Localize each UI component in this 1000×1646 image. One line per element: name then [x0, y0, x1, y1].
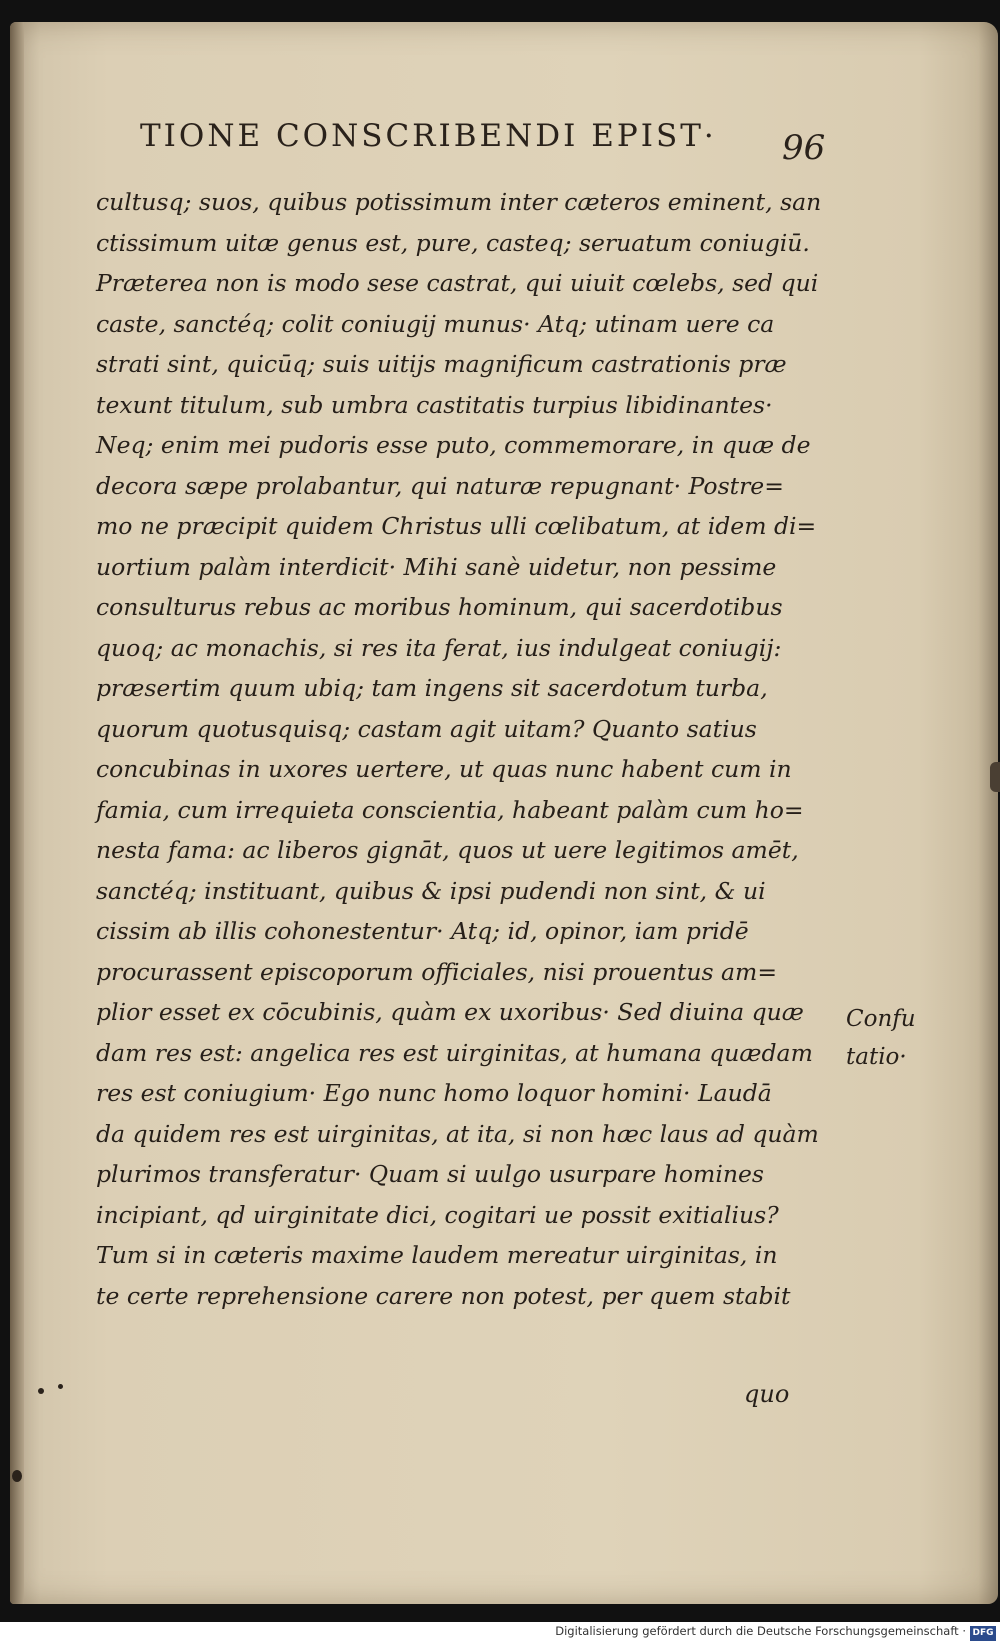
footer-bar — [0, 1622, 1000, 1646]
page-number: 96 — [782, 128, 826, 168]
marginal-note-line: Confu — [846, 1006, 916, 1032]
ink-blot — [38, 1388, 44, 1394]
text-line: præsertim quum ubiq; tam ingens sit sacerdotum turba, — [96, 674, 768, 702]
text-line: sanctéq; instituant, quibus & ipsi pudendi non sint, & ui — [96, 876, 766, 905]
text-line: famia, cum irrequieta conscientia, habeant palàm cum ho= — [96, 795, 804, 824]
text-line: quorum quotusquisq; castam agit uitam? Quanto satius — [96, 714, 757, 743]
text-line: consulturus rebus ac moribus hominum, qui sacerdotibus — [96, 593, 783, 621]
text-line: te certe reprehensione carere non potest, per quem stabit — [96, 1281, 791, 1310]
text-line: plurimos transferatur· Quam si uulgo usurpare homines — [96, 1160, 764, 1188]
text-line: procurassent episcoporum officiales, nisi prouentus am= — [96, 957, 778, 986]
text-line: da quidem res est uirginitas, at ita, si non hæc laus ad quàm — [96, 1119, 819, 1148]
text-line: dam res est: angelica res est uirginitas, at humana quædam — [96, 1038, 813, 1067]
text-line: incipiant, qd uirginitate dici, cogitari ue possit exitialius? — [96, 1200, 779, 1229]
text-line: texunt titulum, sub umbra castitatis turpius libidinantes· — [96, 390, 773, 419]
text-line: Præterea non is modo sese castrat, qui uiuit cœlebs, sed qui — [96, 269, 819, 297]
text-line: Tum si in cæteris maxime laudem mereatur uirginitas, in — [96, 1241, 778, 1269]
text-line: decora sæpe prolabantur, qui naturæ repugnant· Postre= — [96, 471, 784, 500]
text-line: plior esset ex cōcubinis, quàm ex uxoribus· Sed diuina quæ — [96, 998, 804, 1026]
running-head: TIONE CONSCRIBENDI EPIST· — [140, 118, 717, 154]
dfg-logo: DFG — [970, 1626, 996, 1641]
ink-blot — [58, 1384, 63, 1389]
binding-edge — [10, 22, 24, 1604]
text-line: Neq; enim mei pudoris esse puto, commemorare, in quæ de — [96, 431, 811, 459]
ink-blot — [12, 1470, 22, 1482]
text-line: nesta fama: ac liberos gignāt, quos ut uere legitimos amēt, — [96, 836, 799, 864]
page-tab-mark — [990, 762, 1000, 792]
text-line: cultusq; suos, quibus potissimum inter cæteros eminent, san — [96, 188, 822, 216]
text-line: mo ne præcipit quidem Christus ulli cœlibatum, at idem di= — [96, 512, 817, 540]
text-line: concubinas in uxores uertere, ut quas nunc habent cum in — [96, 755, 792, 783]
digitization-credit: Digitalisierung gefördert durch die Deutsche Forschungsgemeinschaft · — [555, 1624, 966, 1638]
text-line: caste, sanctéq; colit coniugij munus· Atq; utinam uere ca — [96, 309, 775, 338]
text-line: ctissimum uitæ genus est, pure, casteq; seruatum coniugiū. — [96, 228, 810, 257]
body-text — [96, 182, 822, 1316]
text-line: res est coniugium· Ego nunc homo loquor homini· Laudā — [96, 1079, 772, 1107]
text-line: quoq; ac monachis, si res ita ferat, ius indulgeat coniugij: — [96, 633, 782, 662]
catchword: quo — [744, 1380, 790, 1408]
text-line: cissim ab illis cohonestentur· Atq; id, opinor, iam pridē — [96, 917, 749, 945]
text-line: strati sint, quicūq; suis uitijs magnificum castrationis præ — [96, 350, 787, 378]
marginal-note-line: tatio· — [846, 1044, 907, 1070]
marginal-note — [846, 1000, 916, 1076]
text-line: uortium palàm interdicit· Mihi sanè uidetur, non pessime — [96, 552, 777, 581]
